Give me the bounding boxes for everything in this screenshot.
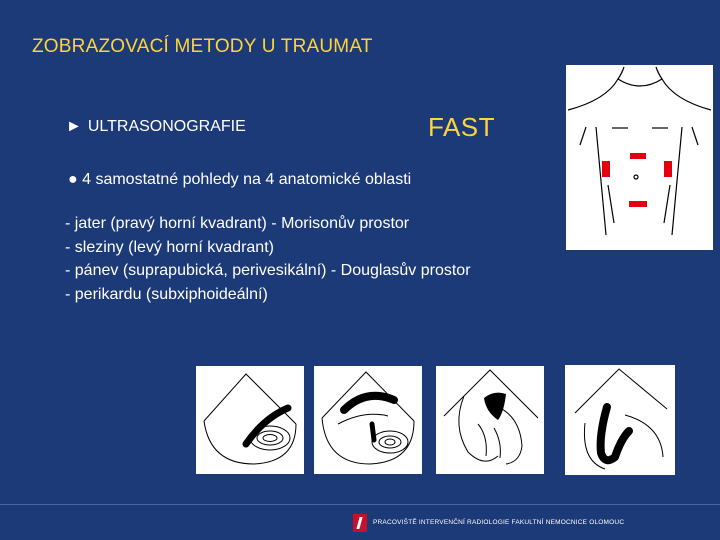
arrow-bullet-icon: ► bbox=[66, 118, 82, 135]
ultrasound-pelvis-icon bbox=[565, 365, 675, 475]
footer-divider bbox=[0, 504, 720, 505]
probe-markers bbox=[566, 65, 713, 250]
area-item-pelvis: - pánev (suprapubická, perivesikální) - Douglasův prostor bbox=[65, 262, 471, 279]
ultrasound-luq-icon bbox=[314, 366, 422, 474]
probe-marker-pelvic bbox=[629, 201, 647, 207]
institution-logo-icon bbox=[353, 514, 367, 532]
method-line bbox=[66, 118, 246, 136]
probe-marker-right bbox=[602, 161, 610, 177]
ultrasound-sketch-pelvis bbox=[564, 364, 676, 476]
area-item-liver: - jater (pravý horní kvadrant) - Morisonův prostor bbox=[65, 215, 410, 232]
views-bullet: ● 4 samostatné pohledy na 4 anatomické oblasti bbox=[68, 171, 412, 188]
method-label: ULTRASONOGRAFIE bbox=[87, 118, 246, 135]
slide-title: ZOBRAZOVACÍ METODY U TRAUMAT bbox=[32, 36, 373, 57]
areas-list bbox=[65, 212, 471, 306]
probe-marker-subxiphoid bbox=[630, 153, 646, 159]
footer-text: PRACOVIŠTĚ INTERVENČNÍ RADIOLOGIE FAKULTNÍ NEMOCNICE OLOMOUC bbox=[373, 519, 625, 526]
area-item-spleen: - sleziny (levý horní kvadrant) bbox=[65, 238, 274, 256]
ultrasound-sketch-pericardium bbox=[436, 366, 544, 474]
ultrasound-ruq-icon bbox=[196, 366, 304, 474]
ultrasound-sketch-luq bbox=[314, 366, 422, 474]
ultrasound-sketch-ruq bbox=[196, 366, 304, 474]
ultrasound-pericardium-icon bbox=[436, 366, 544, 474]
area-item-pericardium: - perikardu (subxiphoideální) bbox=[65, 285, 268, 303]
probe-marker-left bbox=[664, 161, 672, 177]
fast-label: FAST bbox=[428, 112, 496, 142]
